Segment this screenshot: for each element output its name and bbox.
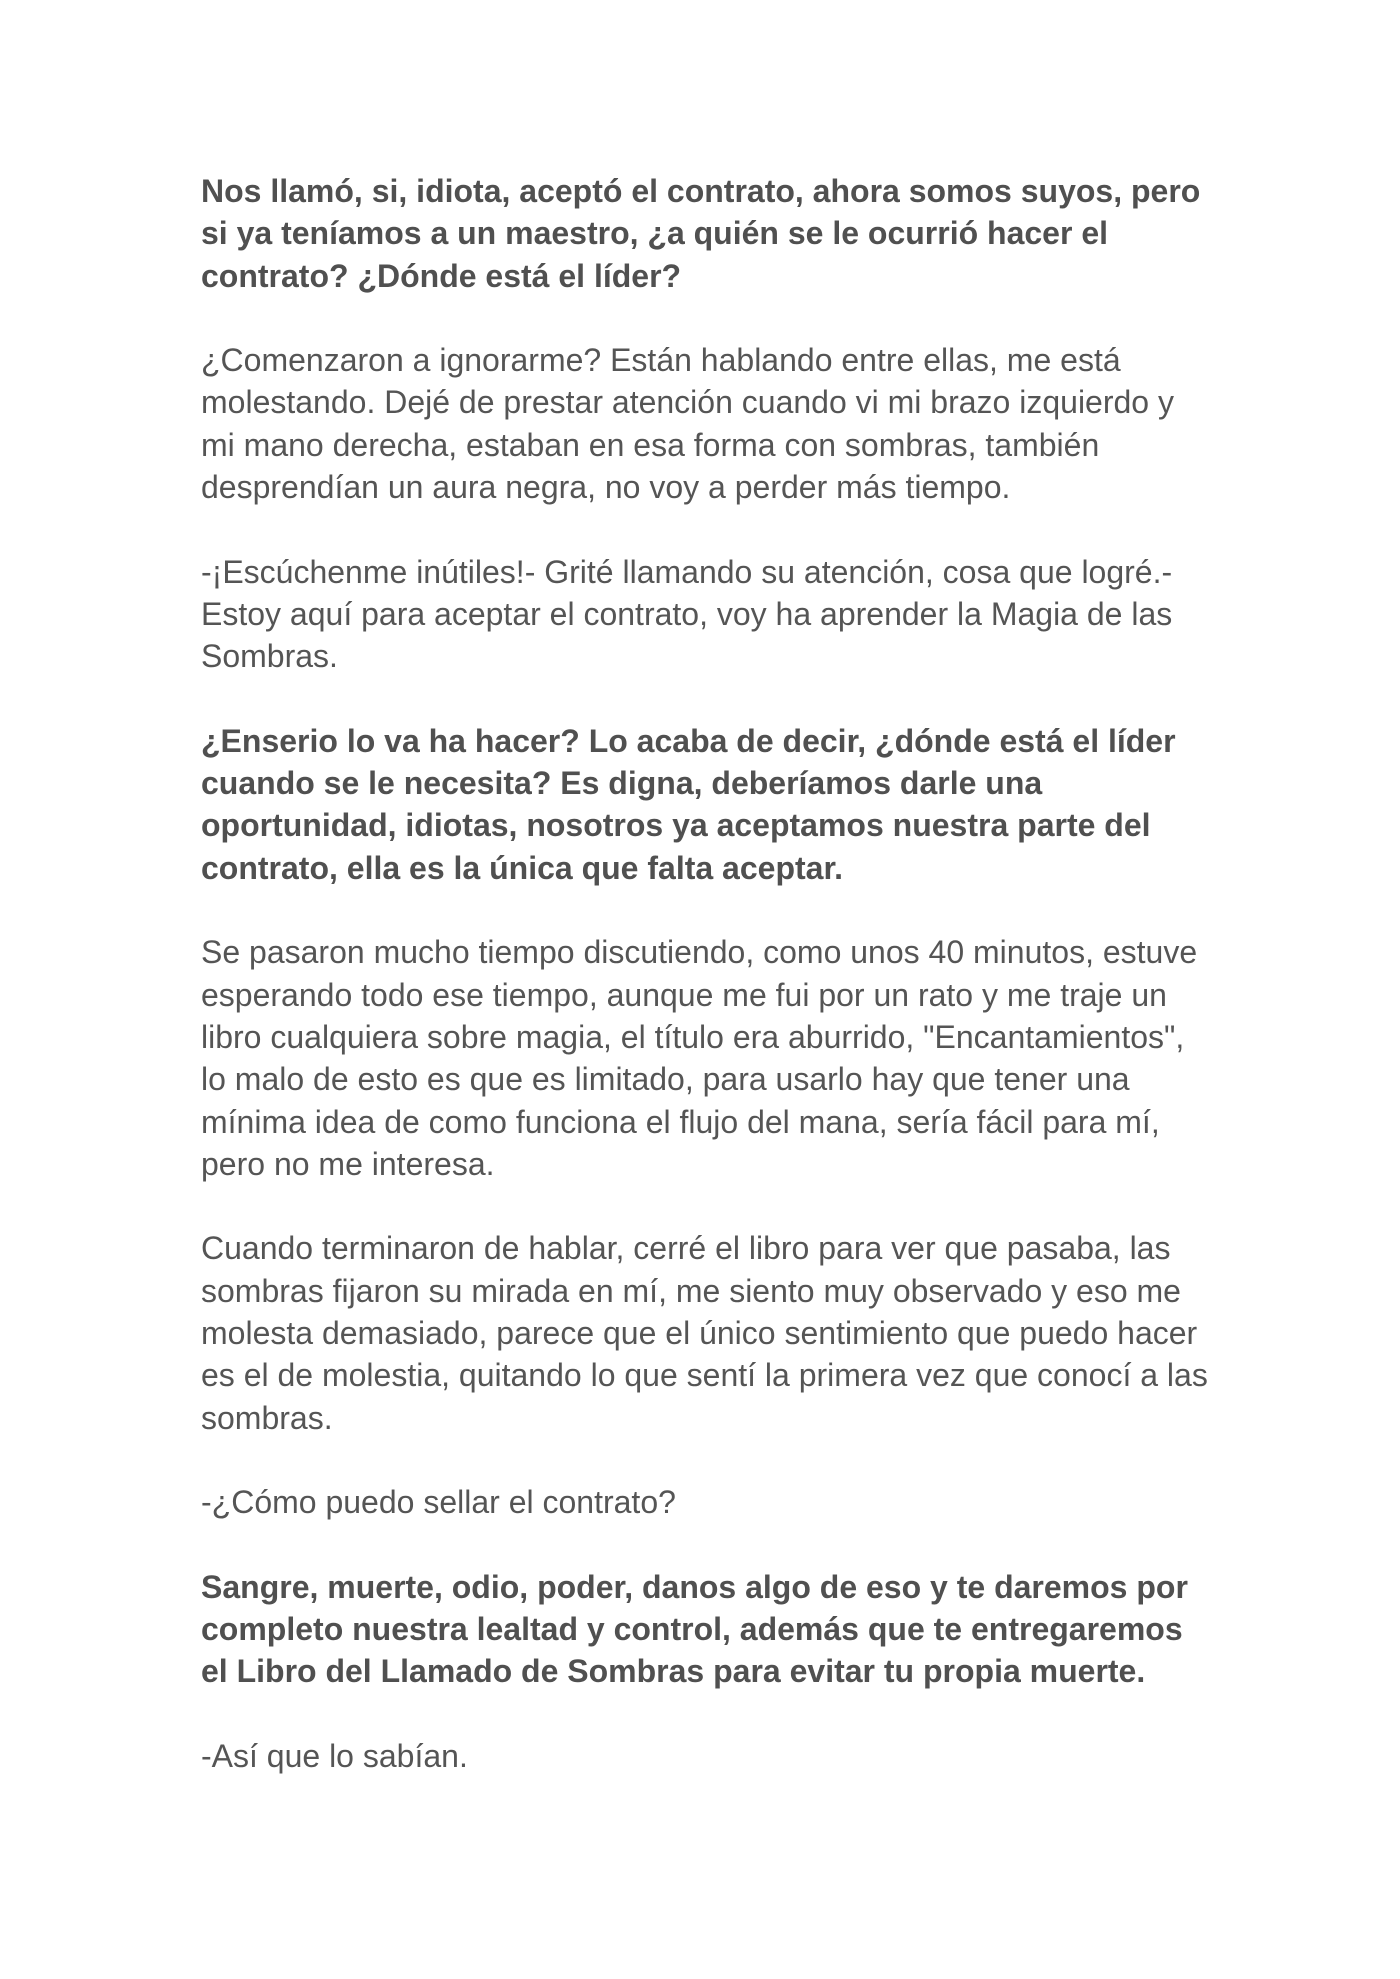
paragraph-shadows-dialogue-1: Nos llamó, si, idiota, aceptó el contrato, ahora somos suyos, pero si ya teníamos a un maestro, ¿a quién se le ocurrió hacer el contrato? ¿Dónde está el líder? xyxy=(201,173,1201,294)
paragraph-dialogue-2: -¿Cómo puedo sellar el contrato? xyxy=(201,1484,676,1521)
document-page xyxy=(201,170,1216,1777)
paragraph-narration-3: Cuando terminaron de hablar, cerré el libro para ver que pasaba, las sombras fijaron su mirada en mí, me siento muy observado y eso me molesta demasiado, parece que el único sentimiento que puedo hacer es el de molestia, quitando lo que sentí la primera vez que conocí a las sombras. xyxy=(201,1230,1208,1436)
paragraph-shadows-dialogue-3: Sangre, muerte, odio, poder, danos algo de eso y te daremos por completo nuestra lealtad y control, además que te entregaremos el Libro del Llamado de Sombras para evitar tu propia muerte. xyxy=(201,1568,1188,1690)
paragraph-shadows-dialogue-2: ¿Enserio lo va ha hacer? Lo acaba de decir, ¿dónde está el líder cuando se le necesita? Es digna, deberíamos darle una oportunidad, idiotas, nosotros ya aceptamos nuestra parte del contrato, ella es la única que falta aceptar. xyxy=(201,722,1176,886)
paragraph-narration-1: ¿Comenzaron a ignorarme? Están hablando entre ellas, me está molestando. Dejé de prestar atención cuando vi mi brazo izquierdo y mi mano derecha, estaban en esa forma con sombras, también desprendían un aura negra, no voy a perder más tiempo. xyxy=(201,342,1174,506)
paragraph-narration-2: Se pasaron mucho tiempo discutiendo, como unos 40 minutos, estuve esperando todo ese tiempo, aunque me fui por un rato y me traje un libro cualquiera sobre magia, el título era aburrido, "Encantamientos", lo malo de esto es que es limitado, para usarlo hay que tener una mínima idea de como funciona el flujo del mana, sería fácil para mí, pero no me interesa. xyxy=(201,934,1198,1182)
paragraph-dialogue-3: -Así que lo sabían. xyxy=(201,1737,468,1774)
paragraph-dialogue-1: -¡Escúchenme inútiles!- Grité llamando su atención, cosa que logré.- Estoy aquí para aceptar el contrato, voy ha aprender la Magia de las Sombras. xyxy=(201,553,1173,675)
